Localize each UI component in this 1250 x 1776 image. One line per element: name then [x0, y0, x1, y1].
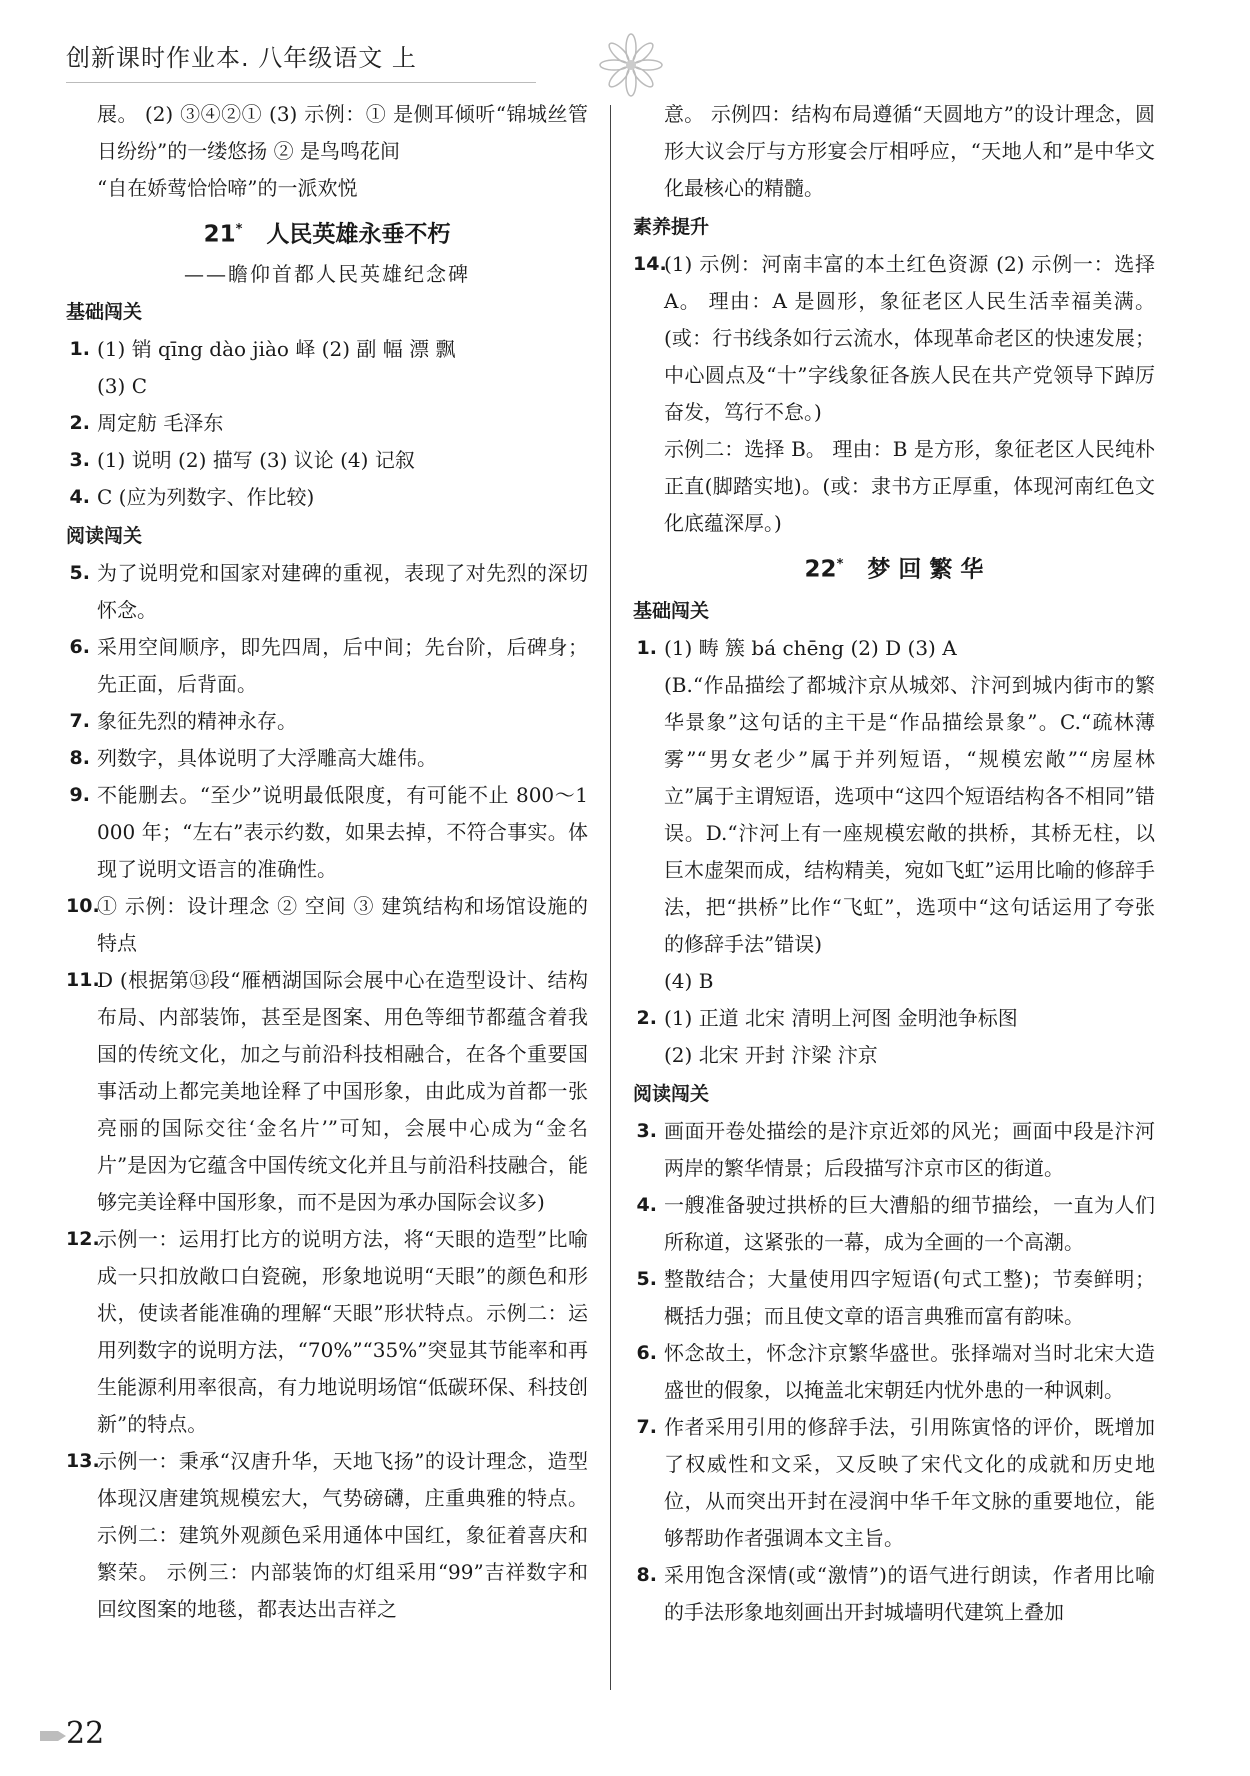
answer-text: 周定舫 毛泽东: [97, 410, 224, 435]
question-14: [633, 246, 1155, 542]
lesson-mark: *: [235, 222, 243, 237]
answer-sub: (4) B: [664, 968, 714, 993]
page-header: [66, 30, 1196, 90]
book-title: 创新课时作业本. 八年级语文 上: [66, 44, 417, 72]
question-13: [66, 1443, 588, 1628]
answer-text: 采用饱含深情(或“激情”)的语气进行朗读，作者用比喻的手法形象地刻画出开封城墙明代建筑上叠加: [664, 1562, 1155, 1624]
question-number: 8.: [69, 746, 90, 769]
question-8: [66, 740, 588, 777]
question-5: [633, 1261, 1155, 1335]
answer-text: 一艘准备驶过拱桥的巨大漕船的细节描绘，一直为人们所称道，这紧张的一幕，成为全画的一个高潮。: [664, 1192, 1155, 1254]
page-number: 22: [66, 1716, 105, 1751]
question-number: 3.: [636, 1119, 657, 1142]
question-2: [633, 1000, 1155, 1074]
question-number: 5.: [636, 1267, 657, 1290]
answer-text: 列数字，具体说明了大浮雕高大雄伟。: [97, 745, 437, 770]
question-number: 9.: [69, 783, 90, 806]
answer-explanation: (B.“作品描绘了都城汴京从城郊、汴河到城内街市的繁华景象”这句话的主干是“作品描绘景象”。C.“疏林薄雾”“男女老少”属于并列短语，“规模宏敞”“房屋林立”属于主谓短语，选项中“这四个短语结构各不相同”错误。D.“汴河上有一座规模宏敞的拱桥，其桥无柱，以巨木虚架而成，结构精美，宛如飞虹”运用比喻的修辞手法，把“拱桥”比作“飞虹”，选项中“这句话运用了夸张的修辞手法”错误): [664, 672, 1155, 956]
answer-text: 为了说明党和国家对建碑的重视，表现了对先烈的深切怀念。: [97, 560, 588, 622]
question-5: [66, 555, 588, 629]
question-number: 11.: [66, 968, 100, 991]
question-4: [633, 1187, 1155, 1261]
question-number: 1.: [69, 337, 90, 360]
question-number: 6.: [69, 635, 90, 658]
answer-text: 象征先烈的精神永存。: [97, 708, 297, 733]
answer-text: C (应为列数字、作比较): [97, 484, 315, 509]
question-number: 4.: [69, 485, 90, 508]
lesson-mark: *: [836, 557, 844, 572]
answer-sub: (3) C: [97, 373, 147, 398]
lesson-name: 梦 回 繁 华: [867, 556, 984, 583]
question-number: 7.: [69, 709, 90, 732]
question-3: [633, 1113, 1155, 1187]
question-12: [66, 1221, 588, 1443]
question-number: 12.: [66, 1227, 100, 1250]
question-11: [66, 962, 588, 1221]
section-basic: 基础闯关: [66, 300, 143, 323]
question-number: 2.: [69, 411, 90, 434]
answer-sub: (2) 北宋 开封 汴梁 汴京: [664, 1042, 878, 1067]
answer-text: 作者采用引用的修辞手法，引用陈寅恪的评价，既增加了权威性和文采，又反映了宋代文化的成就和历史地位，从而突出开封在浸润中华千年文脉的重要地位，能够帮助作者强调本文主旨。: [664, 1414, 1155, 1550]
continued-answer: 展。 (2) ③④②① (3) 示例：① 是侧耳倾听“锦城丝管日纷纷”的一缕悠扬 ② 是鸟鸣花间: [97, 102, 588, 163]
question-6: [633, 1335, 1155, 1409]
question-9: [66, 777, 588, 888]
answer-text: 采用空间顺序，即先四周，后中间；先台阶，后碑身；先正面，后背面。: [97, 634, 588, 696]
lesson-subtitle: ——瞻仰首都人民英雄纪念碑: [184, 261, 470, 286]
answer-text: (1) 畴 簇 bá chēng (2) D (3) A: [664, 635, 957, 660]
column-divider: [610, 105, 611, 1690]
answer-text: 整散结合；大量使用四字短语(句式工整)；节奏鲜明；概括力强；而且使文章的语言典雅而富有韵味。: [664, 1266, 1155, 1328]
page-marker-icon: [40, 1728, 66, 1744]
question-4: [66, 479, 588, 516]
question-1: [66, 331, 588, 405]
question-number: 10.: [66, 894, 100, 917]
header-rule: [66, 82, 536, 83]
section-reading: 阅读闯关: [66, 524, 143, 547]
left-column: [66, 96, 588, 1628]
right-column: [633, 96, 1155, 1631]
lesson-number: 21: [203, 221, 236, 248]
continued-answer-end: “自在娇莺恰恰啼”的一派欢悦: [97, 176, 358, 200]
question-number: 2.: [636, 1006, 657, 1029]
question-number: 14.: [633, 253, 667, 275]
lesson-title-21: [66, 209, 588, 256]
question-number: 7.: [636, 1415, 657, 1438]
section-basic: 基础闯关: [633, 599, 710, 622]
answer-text: D (根据第⑬段“雁栖湖国际会展中心在造型设计、结构布局、内部装饰，甚至是图案、用色等细节都蕴含着我国的传统文化，加之与前沿科技相融合，在各个重要国事活动上都完美地诠释了中国形象，由此成为首都一张亮丽的国际交往‘金名片’”可知，会展中心成为“金名片”是因为它蕴含中国传统文化并且与前沿科技融合，能够完美诠释中国形象，而不是因为承办国际会议多): [97, 967, 588, 1214]
question-2: [66, 405, 588, 442]
question-6: [66, 629, 588, 703]
section-reading: 阅读闯关: [633, 1082, 710, 1105]
question-number: 5.: [69, 561, 90, 584]
question-number: 4.: [636, 1193, 657, 1216]
question-3: [66, 442, 588, 479]
answer-text: 画面开卷处描绘的是汴京近郊的风光；画面中段是汴河两岸的繁华情景；后段描写汴京市区的街道。: [664, 1118, 1155, 1180]
question-10: [66, 888, 588, 962]
question-number: 1.: [636, 636, 657, 659]
question-number: 3.: [69, 448, 90, 471]
flower-icon: [596, 30, 666, 100]
answer-text: 不能删去。“至少”说明最低限度，有可能不止 800～1 000 年；“左右”表示约数，如果去掉，不符合事实。体现了说明文语言的准确性。: [97, 782, 588, 881]
lesson-name: 人民英雄永垂不朽: [266, 221, 451, 248]
answer-example-2: 示例二：选择 B。 理由：B 是方形，象征老区人民纯朴正直(脚踏实地)。(或：隶书方正厚重，体现河南红色文化底蕴深厚。): [664, 437, 1155, 535]
continued-answer: 意。 示例四：结构布局遵循“天圆地方”的设计理念，圆形大议会厅与方形宴会厅相呼应，“天地人和”是中华文化最核心的精髓。: [664, 102, 1155, 200]
section-literacy: 素养提升: [633, 216, 710, 238]
answer-text: (1) 示例：河南丰富的本土红色资源 (2) 示例一：选择 A。 理由：A 是圆形，象征老区人民生活幸福美满。(或：行书线条如行云流水，体现革命老区的快速发展；中心圆点及“十”字线象征各族人民在共产党领导下踔厉奋发，笃行不怠。): [664, 252, 1155, 424]
answer-text: (1) 销 qīng dào jiào 峄 (2) 副 幅 漂 飘: [97, 336, 456, 361]
answer-text: ① 示例：设计理念 ② 空间 ③ 建筑结构和场馆设施的特点: [97, 893, 588, 955]
answer-text: (1) 说明 (2) 描写 (3) 议论 (4) 记叙: [97, 447, 415, 472]
question-7: [66, 703, 588, 740]
answer-text: (1) 正道 北宋 清明上河图 金明池争标图: [664, 1005, 1018, 1030]
answer-text: 示例一：秉承“汉唐升华，天地飞扬”的设计理念，造型体现汉唐建筑规模宏大，气势磅礴，庄重典雅的特点。 示例二：建筑外观颜色采用通体中国红，象征着喜庆和繁荣。 示例三：内部装饰的灯组采用“99”吉祥数字和回纹图案的地毯，都表达出吉祥之: [97, 1448, 588, 1621]
lesson-number: 22: [804, 556, 837, 583]
answer-text: 示例一：运用打比方的说明方法，将“天眼的造型”比喻成一只扣放敞口白瓷碗，形象地说明“天眼”的颜色和形状，使读者能准确的理解“天眼”形状特点。示例二：运用列数字的说明方法，“70%”“35%”突显其节能率和再生能源利用率很高，有力地说明场馆“低碳环保、科技创新”的特点。: [97, 1226, 588, 1436]
question-1: [633, 630, 1155, 1000]
question-8: [633, 1557, 1155, 1631]
question-7: [633, 1409, 1155, 1557]
question-number: 8.: [636, 1563, 657, 1586]
question-number: 13.: [66, 1449, 100, 1472]
lesson-title-22: [633, 544, 1155, 591]
answer-text: 怀念故土，怀念汴京繁华盛世。张择端对当时北宋大造盛世的假象，以掩盖北宋朝廷内忧外患的一种讽刺。: [664, 1340, 1155, 1402]
question-number: 6.: [636, 1341, 657, 1364]
